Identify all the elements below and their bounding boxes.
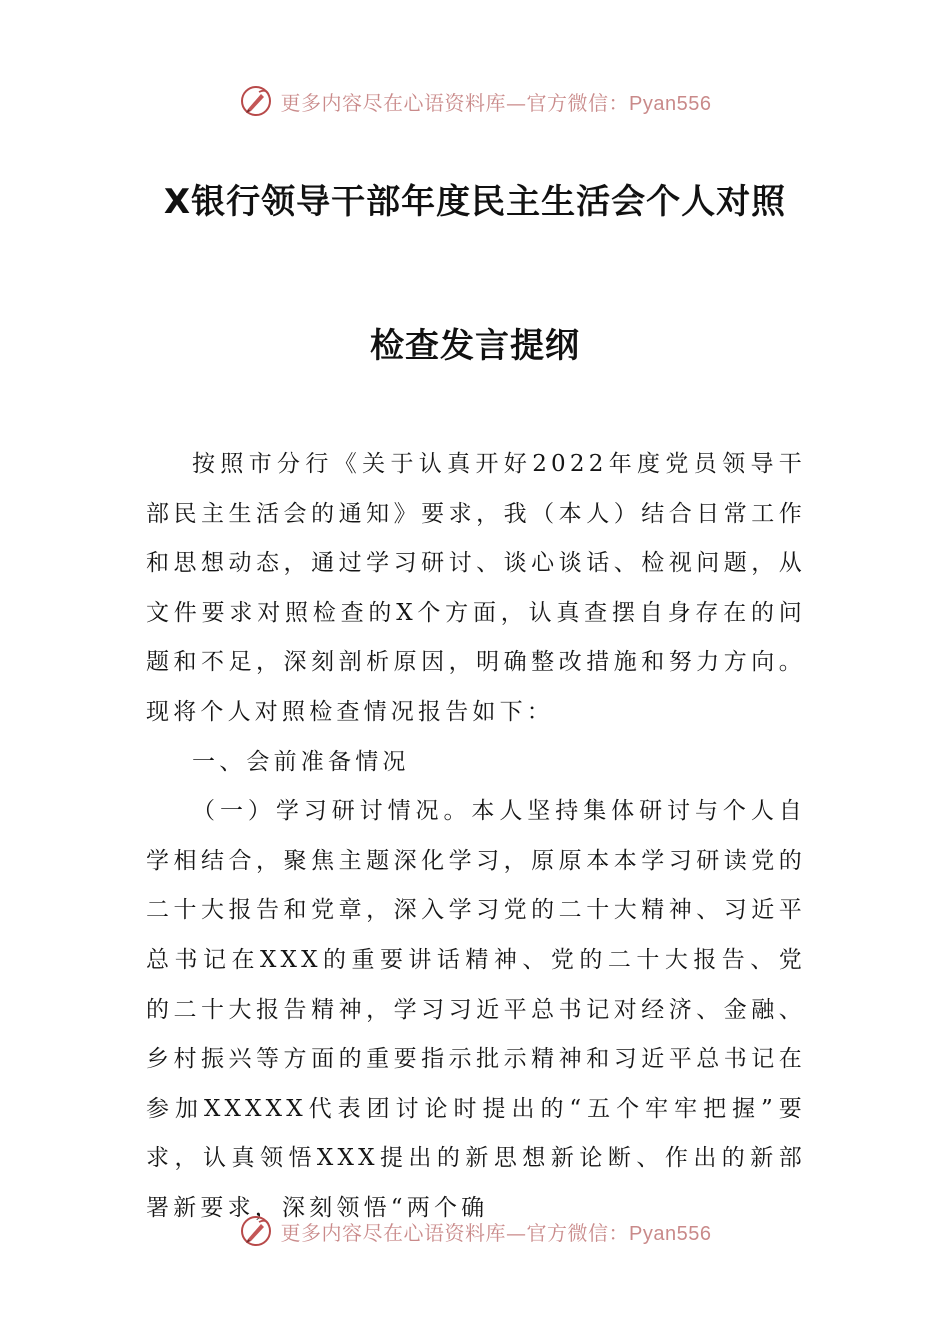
watermark-label: 更多内容尽在心语资料库—官方微信： — [280, 90, 630, 115]
section-heading: 一、会前准备情况 — [192, 748, 410, 775]
watermark-label: 更多内容尽在心语资料库—官方微信： — [280, 1220, 630, 1245]
paragraph-study: （一）学习研讨情况。本人坚持集体研讨与个人自学相结合，聚焦主题深化学习，原原本本学习研读党的二十大报告和党章，深入学习党的二十大精神、习近平总书记在XXX的重要讲话精神、党的二十大报告、党的二十大报告精神，学习习近平总书记对经济、金融、乡村振兴等方面的重要指示批示精神和习近平总书记在参加XXXXX代表团讨论时提出的“五个牢牢把握”要求，认真领悟XXX提出的新思想新论断、作出的新部署新要求，深刻领悟“两个确 — [146, 798, 806, 1221]
watermark-text — [281, 1217, 712, 1246]
pen-logo-icon — [239, 84, 273, 118]
pen-logo-icon — [239, 1214, 273, 1248]
watermark-wechat-id: Pyan556 — [629, 1222, 712, 1245]
paragraph-intro: 按照市分行《关于认真开好2022年度党员领导干部民主生活会的通知》要求，我（本人）结合日常工作和思想动态，通过学习研讨、谈心谈话、检视问题，从文件要求对照检查的X个方面，认真查摆自身存在的问题和不足，深刻剖析原因，明确整改措施和努力方向。现将个人对照检查情况报告如下： — [146, 451, 806, 725]
document-title-line2: 检查发言提纲 — [370, 326, 580, 366]
document-title-line1: X银行领导干部年度民主生活会个人对照 — [163, 182, 787, 222]
footer-watermark — [0, 1214, 950, 1248]
watermark-wechat-id: Pyan556 — [629, 92, 712, 115]
document-body — [146, 440, 806, 1234]
header-watermark — [0, 84, 950, 118]
watermark-text — [281, 87, 712, 116]
